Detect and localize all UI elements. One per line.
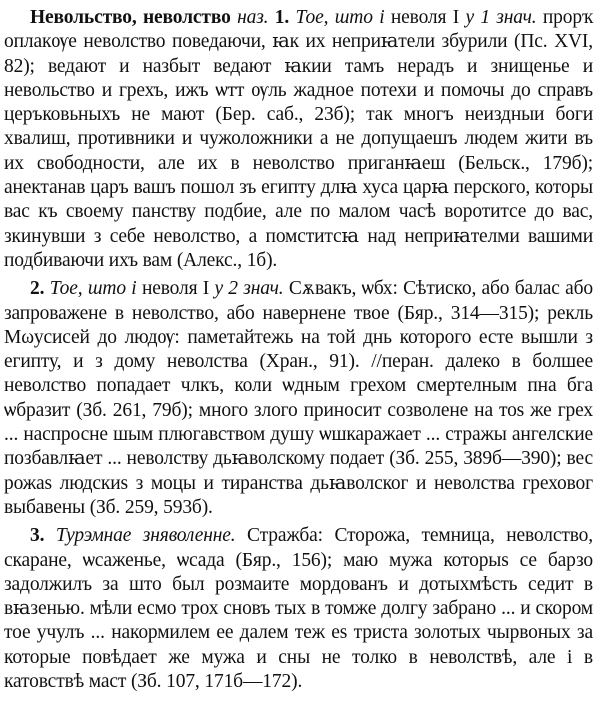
sense-2-gloss-ref: неволя I bbox=[141, 278, 210, 300]
sense-3-number: 3. bbox=[30, 525, 45, 547]
part-of-speech: наз. bbox=[237, 7, 269, 28]
sense-1-text: прорҡ оплакѹе неволство поведаючи, ꙗк их неприꙗтели збурили (Пс. XVI, 82); ведают и назбыт ведают ꙗкии тамъ нерадъ и знищенье и невольство и грехъ, ижъ ѡтт ѹль жадное потехи и помочы до справъ церъковьныхъ не мают (Бер. саб., 23б); так многъ неиздныи боги хвалиш, противники и чужоложники а не допущаешъ людем жити въ их свободности, але их в неволство приганꙗеш (Бельск., 179б); анектанав царъ вашъ пошол зъ египту длꙗ хуса царꙗ перского, которы вас къ своему панству подбие, але по малом часѣ воротитсе до вас, зкинувши з себе неволство, а помститсꙗ над неприꙗтелми вашими подбиваючи ихъ вам (Алекс., 1б). bbox=[4, 7, 594, 271]
sense-1-gloss-tail: у 1 знач. bbox=[465, 7, 537, 28]
sense-2-number: 2. bbox=[30, 278, 45, 300]
sense-2-text: Сѫвакъ, ѡбх: Сѣтиско, або балас або запроваженe в неволство, або навернене твое (Бяр., 314—315); рекль Мωусисей до людѹ: паметайтежь на той днь которого есте вышли з египту, и з дому неволства (Хран., 91). //перан. далеко в болшее неволство попадает члкъ, коли ѡдным грехом смертелным пна бга ѡбразит (Зб. 261, 79б); много злого приносит созволене на тоs же грех ... наспросне шым плюгавством душу ѡшкаражает ... стражы ангелские позбавлꙗет ... неволству дьꙗволскому подает (Зб. 255, 389б—390); вес рожаs людскиs з моцы и тиранства дьꙗволског и неволства греховог выбавены (Зб. 259, 593б). bbox=[4, 278, 594, 518]
sense-1-number: 1. bbox=[274, 7, 290, 28]
sense-1-gloss: Тое, што і bbox=[295, 7, 385, 28]
sense-2-paragraph bbox=[4, 277, 593, 520]
sense-1-gloss-ref: неволя I bbox=[390, 7, 460, 28]
entry-sense-1 bbox=[4, 6, 593, 273]
sense-3-text: Стражба: Сторожа, темница, неволство, скаране, ѡсаженье, ѡсада (Бяр., 156); маю мужа которыs се барзо задолжилъ за што был розмаите мордованъ и дотыхмѣсть седит в вꙗзенью. мѣли есмо трох сновъ тых в томже долгу забрано ... и скором тое учулъ ... накормилем ее далем теж es триста золотых чырвоных за которые повѣдает же мужа и сны не толко в неволствѣ, але і в катовствѣ маст (Зб. 107, 171б—172). bbox=[4, 525, 593, 693]
sense-2-gloss: Тое, што і bbox=[49, 278, 137, 300]
entry-headword: Невольство, неволство bbox=[30, 7, 231, 28]
sense-1-paragraph bbox=[4, 6, 593, 273]
entry-sense-3 bbox=[4, 524, 593, 694]
sense-3-gloss: Турэмнае зняволенне. bbox=[55, 525, 236, 547]
sense-2-gloss-tail: у 2 знач. bbox=[214, 278, 284, 300]
sense-3-paragraph bbox=[4, 524, 593, 694]
entry-sense-2 bbox=[4, 277, 593, 520]
